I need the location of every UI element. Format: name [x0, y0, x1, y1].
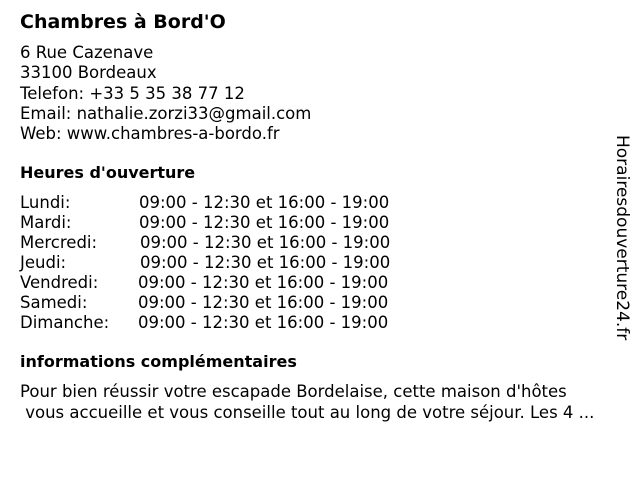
phone-line: Telefon: +33 5 35 38 77 12 — [20, 83, 245, 103]
day-label: Jeudi: — [20, 253, 67, 272]
day-label: Samedi: — [20, 293, 88, 312]
additional-info-heading: informations complémentaires — [20, 352, 297, 371]
address-street: 6 Rue Cazenave — [20, 43, 154, 62]
time-range: 09:00 - 12:30 et 16:00 - 19:00 — [138, 273, 389, 292]
web-line: Web: www.chambres-a-bordo.fr — [20, 124, 280, 144]
hours-row-mercredi — [20, 233, 440, 253]
hours-row-samedi — [20, 293, 440, 313]
day-label: Mercredi: — [20, 233, 98, 252]
email-line: Email: nathalie.zorzi33@gmail.com — [20, 103, 312, 123]
business-name: Chambres à Bord'O — [20, 11, 226, 33]
day-label: Lundi: — [20, 193, 71, 212]
hours-row-vendredi — [20, 273, 440, 293]
opening-hours-heading: Heures d'ouverture — [20, 163, 196, 182]
hours-row-mardi — [20, 213, 440, 233]
time-range: 09:00 - 12:30 et 16:00 - 19:00 — [140, 233, 391, 252]
time-range: 09:00 - 12:30 et 16:00 - 19:00 — [140, 253, 391, 272]
time-range: 09:00 - 12:30 et 16:00 - 19:00 — [139, 213, 390, 232]
opening-hours-table — [20, 193, 440, 333]
hours-row-lundi — [20, 193, 440, 213]
hours-row-dimanche — [20, 313, 440, 333]
description-line-1: Pour bien réussir votre escapade Bordelaise, cette maison d'hôtes — [20, 382, 567, 401]
description-text — [20, 382, 594, 423]
contact-block — [20, 43, 311, 144]
time-range: 09:00 - 12:30 et 16:00 - 19:00 — [138, 293, 389, 312]
day-label: Mardi: — [20, 213, 72, 232]
site-watermark: Horairesdouverture24.fr — [612, 135, 632, 341]
time-range: 09:00 - 12:30 et 16:00 - 19:00 — [138, 313, 389, 332]
hours-row-jeudi — [20, 253, 440, 273]
time-range: 09:00 - 12:30 et 16:00 - 19:00 — [139, 193, 390, 212]
description-line-2: vous accueille et vous conseille tout au long de votre séjour. Les 4 ... — [20, 402, 595, 422]
day-label: Vendredi: — [20, 273, 99, 292]
day-label: Dimanche: — [20, 313, 110, 332]
address-city: 33100 Bordeaux — [20, 63, 157, 83]
